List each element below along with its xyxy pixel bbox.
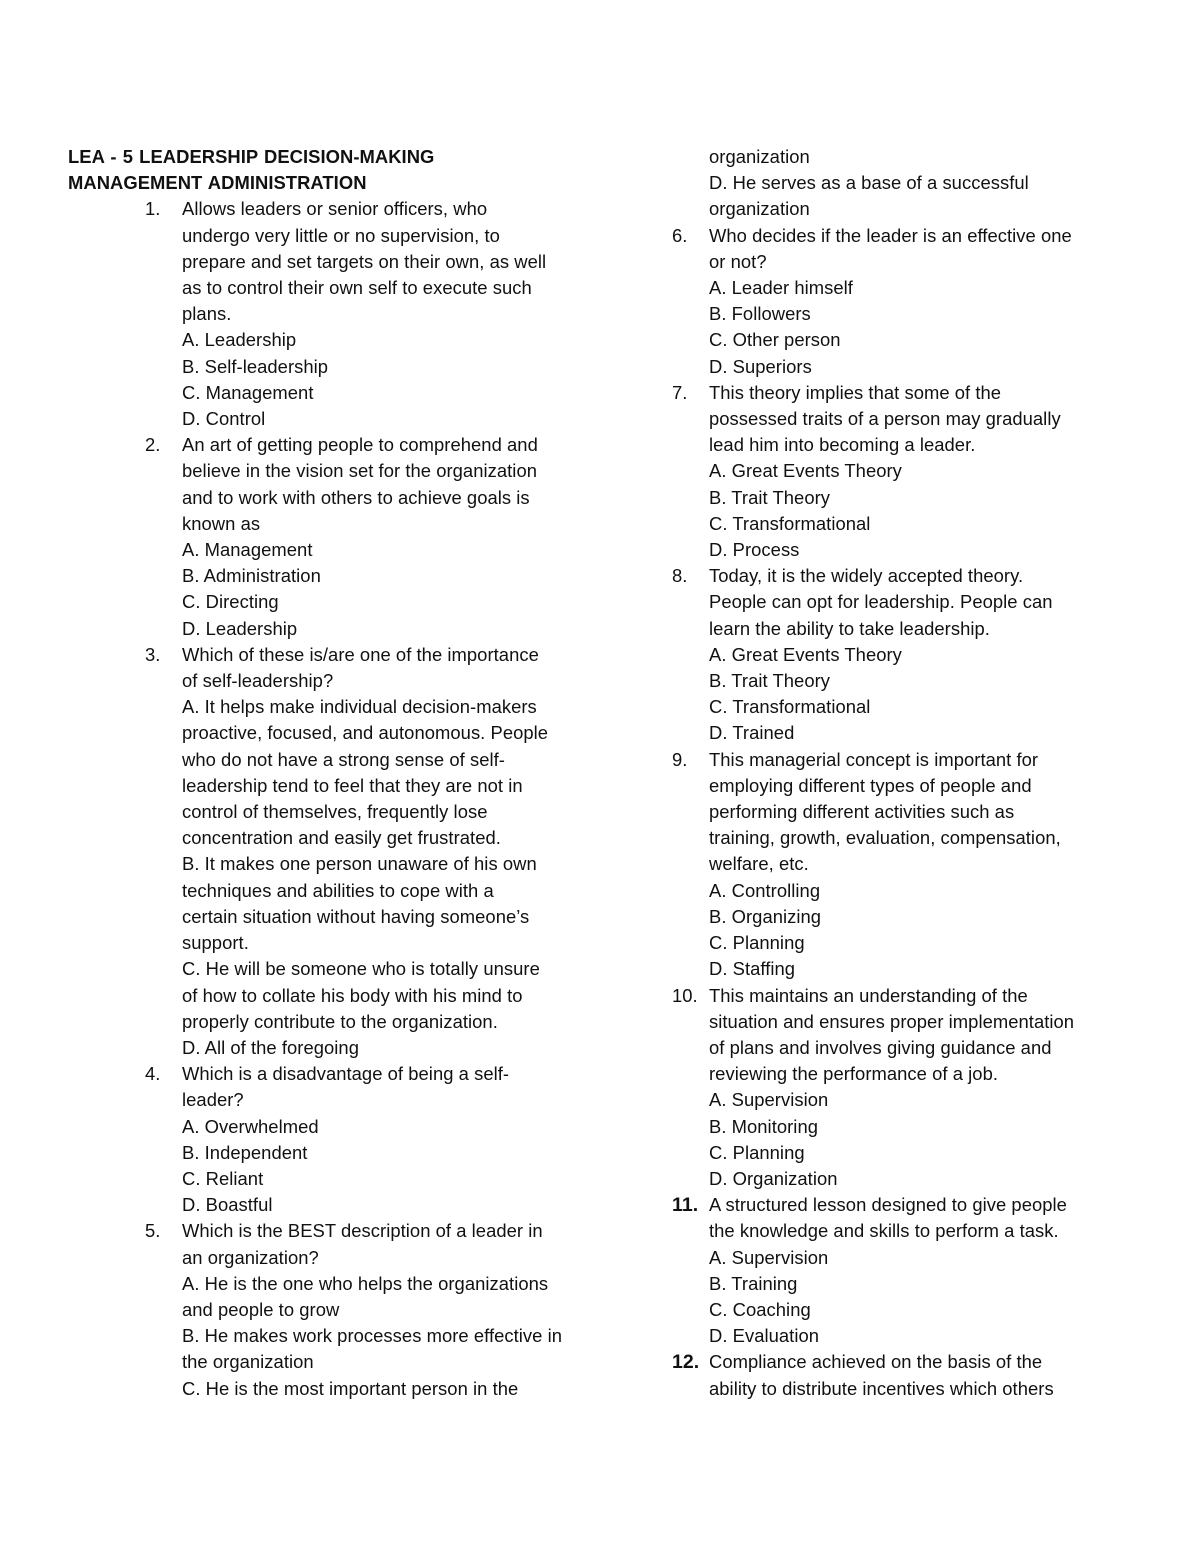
answer-option-a: A. Supervision (709, 1089, 829, 1111)
answer-option-d: D. Boastful (182, 1194, 273, 1216)
question-text-line: training, growth, evaluation, compensation, (709, 827, 1061, 849)
answer-option-b (182, 1323, 588, 1375)
answer-option-a: A. Overwhelmed (182, 1115, 319, 1137)
answer-option-b: B. Self-leadership (182, 355, 329, 377)
option-line: concentration and easily get frustrated. (182, 827, 501, 849)
answer-option-d: D. Leadership (182, 617, 298, 639)
answer-option-c (182, 1376, 588, 1402)
option-line: A. He is the one who helps the organizations (182, 1272, 549, 1294)
answer-option-b: B. Independent (182, 1141, 308, 1163)
option-line: support. (182, 932, 249, 954)
answer-option-a: A. Great Events Theory (709, 643, 902, 665)
answer-option-b: B. Training (709, 1272, 798, 1294)
answer-option-a (182, 1271, 588, 1323)
option-line: B. He makes work processes more effective in (182, 1325, 563, 1347)
continuation-line: organization (709, 198, 810, 220)
answer-option-c: C. Coaching (709, 1298, 811, 1320)
question-text-line: situation and ensures proper implementation (709, 1010, 1075, 1032)
question-number: 5. (145, 1220, 161, 1242)
question-5-continuation (672, 144, 1124, 223)
question-7 (672, 380, 1124, 563)
left-column (68, 144, 588, 1402)
option-line: who do not have a strong sense of self- (182, 748, 505, 770)
answer-option-d: D. Staffing (709, 958, 796, 980)
answer-option-c: C. Transformational (709, 512, 871, 534)
option-line: B. It makes one person unaware of his own (182, 853, 537, 875)
question-number: 3. (145, 643, 161, 665)
question-1 (68, 196, 588, 432)
option-line: techniques and abilities to cope with a (182, 879, 494, 901)
title-line: LEA - 5 LEADERSHIP DECISION-MAKING (68, 146, 435, 167)
question-10 (672, 983, 1124, 1193)
option-line: of how to collate his body with his mind to (182, 984, 523, 1006)
question-text-line: prepare and set targets on their own, as well (182, 250, 547, 272)
answer-option-d: D. Process (709, 539, 800, 561)
option-line: properly contribute to the organization. (182, 1010, 498, 1032)
question-text-line: Which is a disadvantage of being a self- (182, 1063, 510, 1085)
question-number: 1. (145, 198, 161, 220)
question-list-left (68, 196, 588, 1401)
answer-option-a: A. Leader himself (709, 277, 853, 299)
answer-option-d (182, 1035, 588, 1061)
option-line: proactive, focused, and autonomous. People (182, 722, 549, 744)
answer-option-a: A. Controlling (709, 879, 821, 901)
question-text-line: An art of getting people to comprehend and (182, 434, 538, 456)
question-text-line: employing different types of people and (709, 774, 1032, 796)
title-line: MANAGEMENT ADMINISTRATION (68, 172, 367, 194)
question-text-line: Who decides if the leader is an effective one (709, 224, 1072, 246)
question-number: 12. (672, 1351, 700, 1374)
question-number: 7. (672, 381, 688, 403)
answer-option-b: B. Administration (182, 565, 321, 587)
question-8 (672, 563, 1124, 746)
answer-option-b (182, 851, 588, 956)
question-text-line: welfare, etc. (709, 853, 809, 875)
question-text-line: plans. (182, 303, 232, 325)
question-6 (672, 223, 1124, 380)
question-text-line: This maintains an understanding of the (709, 984, 1028, 1006)
right-column (672, 144, 1124, 1402)
question-text-line: of plans and involves giving guidance and (709, 1036, 1052, 1058)
answer-option-b: B. Followers (709, 303, 811, 325)
answer-option-d: D. He serves as a base of a successful (709, 172, 1029, 194)
question-number: 6. (672, 224, 688, 246)
option-line: C. He will be someone who is totally unsure (182, 958, 540, 980)
answer-option-c: C. Planning (709, 1141, 805, 1163)
answer-option-d: D. Control (182, 408, 266, 430)
question-4 (68, 1061, 588, 1218)
question-3 (68, 642, 588, 1061)
answer-option-c: C. Other person (709, 329, 841, 351)
question-text-line: Today, it is the widely accepted theory. (709, 565, 1024, 587)
question-text-line: A structured lesson designed to give people (709, 1194, 1067, 1216)
question-text-line: as to control their own self to execute such (182, 277, 532, 299)
answer-option-d: D. Organization (709, 1167, 838, 1189)
answer-option-a: A. Leadership (182, 329, 297, 351)
question-text-line: ability to distribute incentives which others (709, 1377, 1054, 1399)
answer-option-a: A. Great Events Theory (709, 460, 902, 482)
option-line: the organization (182, 1351, 314, 1373)
answer-option-b: B. Trait Theory (709, 486, 831, 508)
question-text-line: known as (182, 512, 261, 534)
question-11 (672, 1192, 1124, 1349)
question-list-right (672, 223, 1124, 1402)
question-text-line: People can opt for leadership. People can (709, 591, 1053, 613)
answer-option-a (182, 694, 588, 851)
answer-option-c: C. Planning (709, 932, 805, 954)
answer-option-c: C. Reliant (182, 1167, 264, 1189)
option-line: leadership tend to feel that they are not in (182, 774, 523, 796)
option-line: A. It helps make individual decision-makers (182, 696, 537, 718)
answer-option-b: B. Trait Theory (709, 670, 831, 692)
question-text-line: Which is the BEST description of a leader in (182, 1220, 543, 1242)
question-text-line: performing different activities such as (709, 801, 1015, 823)
question-text-line: possessed traits of a person may gradually (709, 408, 1061, 430)
question-text-line: learn the ability to take leadership. (709, 617, 990, 639)
question-text-line: lead him into becoming a leader. (709, 434, 976, 456)
answer-option-c (182, 956, 588, 1035)
question-number: 9. (672, 748, 688, 770)
question-text-line: believe in the vision set for the organization (182, 460, 537, 482)
option-line: D. All of the foregoing (182, 1036, 359, 1058)
question-text-line: the knowledge and skills to perform a task. (709, 1220, 1059, 1242)
question-12 (672, 1349, 1124, 1401)
question-number: 2. (145, 434, 161, 456)
question-text-line: reviewing the performance of a job. (709, 1063, 999, 1085)
answer-option-c: C. Management (182, 381, 314, 403)
option-line: control of themselves, frequently lose (182, 801, 488, 823)
question-9 (672, 747, 1124, 983)
answer-option-d: D. Evaluation (709, 1325, 820, 1347)
question-number: 10. (672, 984, 698, 1006)
answer-option-b: B. Organizing (709, 905, 822, 927)
question-text-line: and to work with others to achieve goals is (182, 486, 530, 508)
question-text-line: This theory implies that some of the (709, 381, 1002, 403)
question-number: 4. (145, 1063, 161, 1085)
question-text-line: Compliance achieved on the basis of the (709, 1351, 1043, 1373)
answer-option-a: A. Supervision (709, 1246, 829, 1268)
answer-option-d: D. Trained (709, 722, 795, 744)
continuation-line: organization (709, 146, 810, 167)
question-text-line: leader? (182, 1089, 244, 1111)
question-text-line: Allows leaders or senior officers, who (182, 198, 488, 220)
option-line: C. He is the most important person in the (182, 1377, 519, 1399)
question-text-line: an organization? (182, 1246, 319, 1268)
answer-option-d: D. Superiors (709, 355, 812, 377)
question-text-line: or not? (709, 250, 767, 272)
option-line: certain situation without having someone’s (182, 905, 530, 927)
answer-option-a: A. Management (182, 539, 313, 561)
question-text-line: of self-leadership? (182, 670, 334, 692)
option-line: and people to grow (182, 1298, 340, 1320)
question-number: 11. (672, 1194, 699, 1217)
question-text-line: This managerial concept is important for (709, 748, 1039, 770)
answer-option-c: C. Directing (182, 591, 279, 613)
question-5 (68, 1218, 588, 1401)
answer-option-b: B. Monitoring (709, 1115, 819, 1137)
question-text-line: Which of these is/are one of the importance (182, 643, 539, 665)
answer-option-c: C. Transformational (709, 696, 871, 718)
page-title (68, 144, 588, 196)
question-2 (68, 432, 588, 642)
question-text-line: undergo very little or no supervision, to (182, 224, 500, 246)
question-number: 8. (672, 565, 688, 587)
